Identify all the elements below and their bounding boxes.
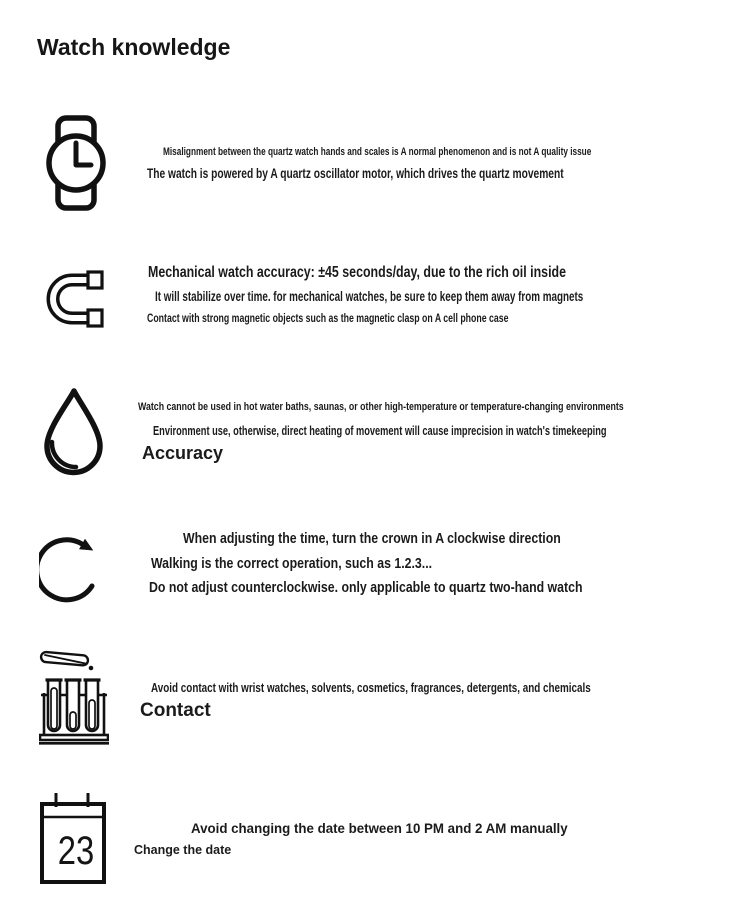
water-drop-icon <box>37 387 109 477</box>
section6-sub-line: Change the date <box>134 843 232 857</box>
clockwise-arrow-icon <box>39 524 103 608</box>
section3-heading: Accuracy <box>142 443 224 463</box>
magnet-icon <box>44 268 106 330</box>
page-title: Watch knowledge <box>37 34 231 60</box>
section1-note-line: Misalignment between the quartz watch hands and scales is A normal phenomenon and is not A quality issue <box>163 146 592 158</box>
section3-note-line: Watch cannot be used in hot water baths, saunas, or other high-temperature or temperature-changing environments <box>138 401 624 413</box>
section5-note-line: Avoid contact with wrist watches, solvents, cosmetics, fragrances, detergents, and chemicals <box>151 681 591 695</box>
section2-main-line: Mechanical watch accuracy: ±45 seconds/day, due to the rich oil inside <box>148 264 566 281</box>
section5-heading: Contact <box>140 700 211 721</box>
section2-note-line: Contact with strong magnetic objects such as the magnetic clasp on A cell phone case <box>147 311 509 325</box>
wrist-watch-icon <box>45 115 107 211</box>
calendar-day-number: 23 <box>57 827 95 873</box>
calendar-icon <box>38 790 108 886</box>
test-tubes-icon <box>39 645 109 745</box>
section4-sub-line: Walking is the correct operation, such as 1.2.3... <box>151 556 433 572</box>
section2-sub-line: It will stabilize over time. for mechanical watches, be sure to keep them away from magnets <box>155 289 584 304</box>
section4-main-line: When adjusting the time, turn the crown in A clockwise direction <box>183 531 561 547</box>
section1-main-line: The watch is powered by A quartz oscillator motor, which drives the quartz movement <box>147 165 564 181</box>
section4-note-line: Do not adjust counterclockwise. only applicable to quartz two-hand watch <box>149 580 583 596</box>
section6-main-line: Avoid changing the date between 10 PM and 2 AM manually <box>191 820 568 836</box>
section3-sub-line: Environment use, otherwise, direct heating of movement will cause imprecision in watch's timekeeping <box>153 424 607 438</box>
